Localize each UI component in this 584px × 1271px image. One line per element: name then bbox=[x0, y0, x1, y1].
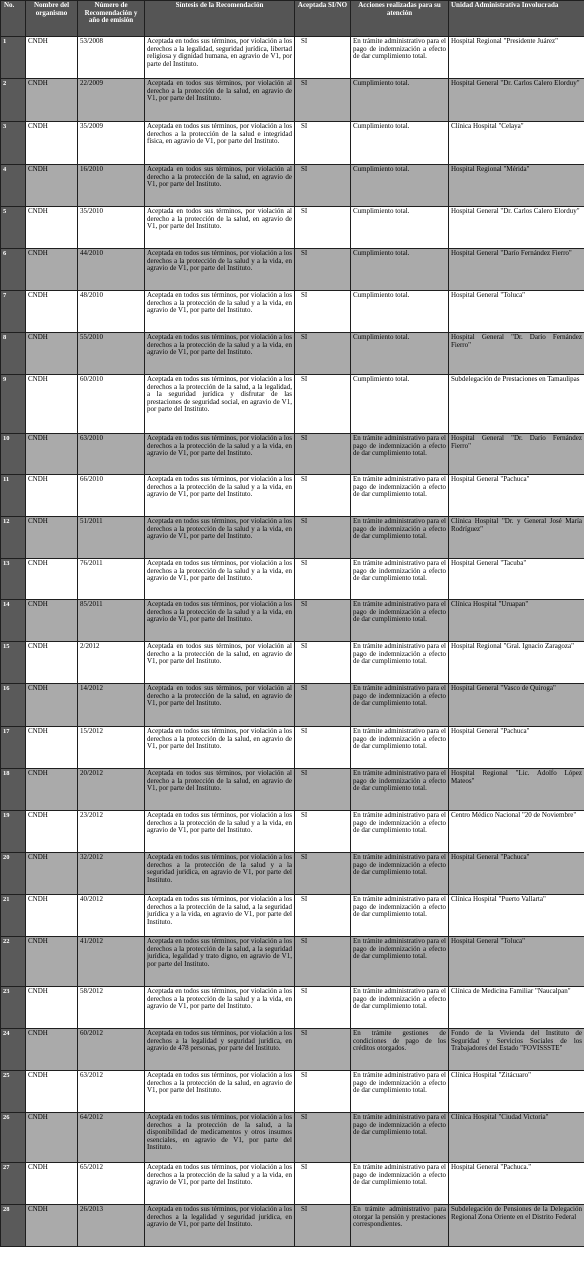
organism-cell: CNDH bbox=[26, 37, 78, 79]
unit-cell: Hospital Regional "Mérida" bbox=[449, 165, 584, 207]
summary-cell: Aceptada en todos sus términos, por violación a los derechos a la protección de la salud y a la vida, en agravio de V1, por parte del Instituto. bbox=[145, 333, 295, 375]
table-row bbox=[1, 375, 584, 434]
accepted-cell: SI bbox=[295, 853, 351, 895]
summary-cell: Aceptada en todos sus términos, por violación a los derechos a la protección de la salud y a la vida, en agravio de V1, por parte del Instituto. bbox=[145, 291, 295, 333]
accepted-cell: SI bbox=[295, 642, 351, 684]
organism-cell: CNDH bbox=[26, 811, 78, 853]
organism-cell: CNDH bbox=[26, 684, 78, 727]
row-number: 26 bbox=[1, 1113, 26, 1163]
table-row bbox=[1, 684, 584, 727]
accepted-cell: SI bbox=[295, 937, 351, 987]
table-row bbox=[1, 853, 584, 895]
actions-cell: En trámite administrativo para el pago de indemnización a efecto de dar cumplimiento total. bbox=[351, 987, 449, 1029]
accepted-cell: SI bbox=[295, 165, 351, 207]
summary-cell: Aceptada en todos sus términos, por violación a los derechos a la protección de la salud, a la legalidad, a la seguridad jurídica y disfrutar de las prestaciones de seguridad social, en agravio de V1, por parte del Instituto. bbox=[145, 375, 295, 434]
actions-cell: En trámite gestiones de condiciones de pago de los créditos otorgados. bbox=[351, 1029, 449, 1071]
unit-cell: Centro Médico Nacional "20 de Noviembre" bbox=[449, 811, 584, 853]
table-row bbox=[1, 600, 584, 642]
accepted-cell: SI bbox=[295, 987, 351, 1029]
row-number: 12 bbox=[1, 517, 26, 559]
summary-cell: Aceptada en todos sus términos, por violación a los derechos a la protección de la salud y a la vida, en agravio de V1, por parte del Instituto. bbox=[145, 987, 295, 1029]
row-number: 8 bbox=[1, 333, 26, 375]
unit-cell: Clínica de Medicina Familiar "Naucalpan" bbox=[449, 987, 584, 1029]
accepted-cell: SI bbox=[295, 207, 351, 249]
row-number: 9 bbox=[1, 375, 26, 434]
recommendation-number-cell: 35/2010 bbox=[78, 207, 145, 249]
actions-cell: En trámite administrativo para el pago de indemnización a efecto de dar cumplimiento total. bbox=[351, 811, 449, 853]
actions-cell: En trámite administrativo para el pago de indemnización a efecto de dar cumplimiento total. bbox=[351, 475, 449, 517]
summary-cell: Aceptada en todos sus términos, por violación al derecho a la protección de la salud, en agravio de V1, por parte del Instituto. bbox=[145, 165, 295, 207]
unit-cell: Fondo de la Vivienda del Instituto de Seguridad y Servicios Sociales de los Trabajadores del Estado "FOVISSSTE" bbox=[449, 1029, 584, 1071]
table-row bbox=[1, 642, 584, 684]
table-row bbox=[1, 1205, 584, 1247]
table-row bbox=[1, 895, 584, 937]
actions-cell: En trámite administrativo para el pago de indemnización a efecto de dar cumplimiento total. bbox=[351, 769, 449, 811]
recommendation-number-cell: 23/2012 bbox=[78, 811, 145, 853]
accepted-cell: SI bbox=[295, 1163, 351, 1205]
organism-cell: CNDH bbox=[26, 987, 78, 1029]
table-row bbox=[1, 249, 584, 291]
row-number: 13 bbox=[1, 559, 26, 600]
unit-cell: Subdelegación de Prestaciones en Tamaulipas bbox=[449, 375, 584, 434]
actions-cell: Cumplimiento total. bbox=[351, 122, 449, 165]
unit-cell: Hospital General "Darío Fernández Fierro" bbox=[449, 249, 584, 291]
summary-cell: Aceptada en todos sus términos, por violación al derecho a la protección de la salud, en agravio de V1, por parte del Instituto. bbox=[145, 207, 295, 249]
summary-cell: Aceptada en todos sus términos, por violación a los derechos a la protección de la salud y a la vida, en agravio de V1, por parte del Instituto. bbox=[145, 517, 295, 559]
summary-cell: Aceptada en todos sus términos, por violación a los derechos a la protección de la salud, a la seguridad jurídica, legalidad y trato digno, en agravio de V1, por parte del Instituto. bbox=[145, 937, 295, 987]
summary-cell: Aceptada en todos sus términos, por violación a los derechos a la protección de la salud y a la vida, en agravio de V1, por parte del Instituto. bbox=[145, 600, 295, 642]
row-number: 21 bbox=[1, 895, 26, 937]
accepted-cell: SI bbox=[295, 249, 351, 291]
row-number: 19 bbox=[1, 811, 26, 853]
accepted-cell: SI bbox=[295, 559, 351, 600]
organism-cell: CNDH bbox=[26, 600, 78, 642]
unit-cell: Hospital General "Pachuca" bbox=[449, 475, 584, 517]
summary-cell: Aceptada en todos sus términos, por violación al derecho a la protección de la salud, en agravio de V1, por parte del Instituto. bbox=[145, 642, 295, 684]
row-number: 3 bbox=[1, 122, 26, 165]
row-number: 16 bbox=[1, 684, 26, 727]
summary-cell: Aceptada en todos sus términos, por violación a los derechos a la protección de la salud, en agravio de V1, por parte del Instituto. bbox=[145, 1071, 295, 1113]
row-number: 24 bbox=[1, 1029, 26, 1071]
header-no: No. bbox=[1, 1, 26, 37]
organism-cell: CNDH bbox=[26, 122, 78, 165]
organism-cell: CNDH bbox=[26, 1113, 78, 1163]
accepted-cell: SI bbox=[295, 811, 351, 853]
table-row bbox=[1, 811, 584, 853]
unit-cell: Hospital General "Dr. Darío Fernández Fierro" bbox=[449, 333, 584, 375]
row-number: 28 bbox=[1, 1205, 26, 1247]
recommendation-number-cell: 40/2012 bbox=[78, 895, 145, 937]
recommendation-number-cell: 65/2012 bbox=[78, 1163, 145, 1205]
accepted-cell: SI bbox=[295, 375, 351, 434]
row-number: 25 bbox=[1, 1071, 26, 1113]
recommendation-number-cell: 76/2011 bbox=[78, 559, 145, 600]
recommendation-number-cell: 63/2012 bbox=[78, 1071, 145, 1113]
unit-cell: Clínica Hospital "Dr. y General José María Rodríguez" bbox=[449, 517, 584, 559]
row-number: 14 bbox=[1, 600, 26, 642]
table-row bbox=[1, 79, 584, 122]
actions-cell: En trámite administrativo para otorgar la pensión y prestaciones correspondientes. bbox=[351, 1205, 449, 1247]
row-number: 17 bbox=[1, 727, 26, 769]
accepted-cell: SI bbox=[295, 122, 351, 165]
actions-cell: Cumplimiento total. bbox=[351, 79, 449, 122]
recommendation-number-cell: 63/2010 bbox=[78, 434, 145, 475]
recommendation-number-cell: 64/2012 bbox=[78, 1113, 145, 1163]
actions-cell: En trámite administrativo para el pago de indemnización a efecto de dar cumplimiento total. bbox=[351, 684, 449, 727]
organism-cell: CNDH bbox=[26, 1205, 78, 1247]
recommendation-number-cell: 14/2012 bbox=[78, 684, 145, 727]
table-row bbox=[1, 165, 584, 207]
row-number: 22 bbox=[1, 937, 26, 987]
table-row bbox=[1, 1163, 584, 1205]
recommendation-number-cell: 55/2010 bbox=[78, 333, 145, 375]
row-number: 7 bbox=[1, 291, 26, 333]
recommendation-number-cell: 51/2011 bbox=[78, 517, 145, 559]
summary-cell: Aceptada en todos sus términos, por violación a los derechos a la protección de la salud y a la seguridad jurídica, en agravio de V1, por parte del Instituto. bbox=[145, 853, 295, 895]
summary-cell: Aceptada en todos sus términos, por violación a los derechos a la protección de la salud y a la vida, en agravio de V1, por parte del Instituto. bbox=[145, 434, 295, 475]
recommendation-number-cell: 60/2010 bbox=[78, 375, 145, 434]
summary-cell: Aceptada en todos sus términos, por violación a los derechos a la protección de la salud, en agravio de V1, por parte del Instituto. bbox=[145, 727, 295, 769]
table-row bbox=[1, 434, 584, 475]
table-row bbox=[1, 517, 584, 559]
organism-cell: CNDH bbox=[26, 769, 78, 811]
header-accepted: Aceptada SI/NO bbox=[295, 1, 351, 37]
actions-cell: En trámite administrativo para el pago de indemnización a efecto de dar cumplimiento total. bbox=[351, 1071, 449, 1113]
summary-cell: Aceptada en todos sus términos, por violación a los derechos a la protección de la salud e integridad física, en agravio de V1, por parte del Instituto. bbox=[145, 122, 295, 165]
table-row bbox=[1, 727, 584, 769]
unit-cell: Hospital General "Dr. Carlos Calero Elorduy" bbox=[449, 207, 584, 249]
summary-cell: Aceptada en todos sus términos, por violación al derecho a la protección de la salud, en agravio de V1, por parte del Instituto. bbox=[145, 79, 295, 122]
actions-cell: En trámite administrativo para el pago de indemnización a efecto de dar cumplimiento total. bbox=[351, 895, 449, 937]
recommendation-number-cell: 53/2008 bbox=[78, 37, 145, 79]
row-number: 10 bbox=[1, 434, 26, 475]
recommendation-number-cell: 60/2012 bbox=[78, 1029, 145, 1071]
summary-cell: Aceptada en todos sus términos, por violación a los derechos a la protección de la salud y a la vida, en agravio de V1, por parte del Instituto. bbox=[145, 811, 295, 853]
accepted-cell: SI bbox=[295, 895, 351, 937]
actions-cell: En trámite administrativo para el pago de indemnización a efecto de dar cumplimiento total. bbox=[351, 559, 449, 600]
accepted-cell: SI bbox=[295, 1029, 351, 1071]
unit-cell: Hospital General "Pachuca" bbox=[449, 727, 584, 769]
organism-cell: CNDH bbox=[26, 79, 78, 122]
summary-cell: Aceptada en todos sus términos, por violación a los derechos a la protección de la salud y a la vida, en agravio de V1, por parte del Instituto. bbox=[145, 1163, 295, 1205]
recommendation-number-cell: 35/2009 bbox=[78, 122, 145, 165]
unit-cell: Hospital Regional "Lic. Adolfo López Mateos" bbox=[449, 769, 584, 811]
row-number: 11 bbox=[1, 475, 26, 517]
organism-cell: CNDH bbox=[26, 937, 78, 987]
actions-cell: Cumplimiento total. bbox=[351, 165, 449, 207]
recommendation-number-cell: 41/2012 bbox=[78, 937, 145, 987]
actions-cell: En trámite administrativo para el pago de indemnización a efecto de dar cumplimiento total. bbox=[351, 642, 449, 684]
table-row bbox=[1, 559, 584, 600]
table-row bbox=[1, 1113, 584, 1163]
accepted-cell: SI bbox=[295, 684, 351, 727]
unit-cell: Clínica Hospital "Puerto Vallarta" bbox=[449, 895, 584, 937]
actions-cell: En trámite administrativo para el pago de indemnización a efecto de dar cumplimiento total. bbox=[351, 1163, 449, 1205]
unit-cell: Hospital Regional "Presidente Juárez" bbox=[449, 37, 584, 79]
accepted-cell: SI bbox=[295, 1205, 351, 1247]
unit-cell: Clínica Hospital "Zitácuaro" bbox=[449, 1071, 584, 1113]
accepted-cell: SI bbox=[295, 291, 351, 333]
unit-cell: Hospital General "Toluca" bbox=[449, 291, 584, 333]
unit-cell: Clínica Hospital "Ciudad Victoria" bbox=[449, 1113, 584, 1163]
recommendation-number-cell: 15/2012 bbox=[78, 727, 145, 769]
organism-cell: CNDH bbox=[26, 895, 78, 937]
organism-cell: CNDH bbox=[26, 1071, 78, 1113]
organism-cell: CNDH bbox=[26, 853, 78, 895]
organism-cell: CNDH bbox=[26, 1029, 78, 1071]
actions-cell: Cumplimiento total. bbox=[351, 207, 449, 249]
unit-cell: Hospital General "Toluca" bbox=[449, 937, 584, 987]
header-summary: Síntesis de la Recomendación bbox=[145, 1, 295, 37]
header-organism: Nombre del organismo bbox=[26, 1, 78, 37]
organism-cell: CNDH bbox=[26, 207, 78, 249]
table-row bbox=[1, 1029, 584, 1071]
row-number: 23 bbox=[1, 987, 26, 1029]
row-number: 4 bbox=[1, 165, 26, 207]
actions-cell: En trámite administrativo para el pago de indemnización a efecto de dar cumplimiento total. bbox=[351, 434, 449, 475]
actions-cell: Cumplimiento total. bbox=[351, 291, 449, 333]
actions-cell: En trámite administrativo para el pago de indemnización a efecto de dar cumplimiento total. bbox=[351, 517, 449, 559]
header-row bbox=[1, 1, 584, 37]
recommendation-number-cell: 66/2010 bbox=[78, 475, 145, 517]
unit-cell: Hospital General "Dr. Darío Fernández Fierro" bbox=[449, 434, 584, 475]
row-number: 1 bbox=[1, 37, 26, 79]
table-row bbox=[1, 291, 584, 333]
table-row bbox=[1, 769, 584, 811]
organism-cell: CNDH bbox=[26, 475, 78, 517]
accepted-cell: SI bbox=[295, 600, 351, 642]
row-number: 27 bbox=[1, 1163, 26, 1205]
summary-cell: Aceptada en todos sus términos, por violación al derecho a la protección de la salud, en agravio de V1, por parte del Instituto. bbox=[145, 684, 295, 727]
summary-cell: Aceptada en todos sus términos, por violación al derecho a la protección de la salud, en agravio de V1, por parte del Instituto. bbox=[145, 769, 295, 811]
accepted-cell: SI bbox=[295, 333, 351, 375]
table-row bbox=[1, 475, 584, 517]
recommendation-number-cell: 20/2012 bbox=[78, 769, 145, 811]
row-number: 20 bbox=[1, 853, 26, 895]
actions-cell: Cumplimiento total. bbox=[351, 249, 449, 291]
recommendation-number-cell: 85/2011 bbox=[78, 600, 145, 642]
accepted-cell: SI bbox=[295, 434, 351, 475]
actions-cell: En trámite administrativo para el pago de indemnización a efecto de dar cumplimiento total. bbox=[351, 727, 449, 769]
recommendation-number-cell: 32/2012 bbox=[78, 853, 145, 895]
actions-cell: En trámite administrativo para el pago de indemnización a efecto de dar cumplimiento total. bbox=[351, 853, 449, 895]
summary-cell: Aceptada en todos sus términos, por violación a los derechos a la legalidad y seguridad jurídica, en agravio de V1, por parte del Instituto. bbox=[145, 1205, 295, 1247]
unit-cell: Clínica Hospital "Uruapan" bbox=[449, 600, 584, 642]
accepted-cell: SI bbox=[295, 727, 351, 769]
row-number: 18 bbox=[1, 769, 26, 811]
row-number: 2 bbox=[1, 79, 26, 122]
unit-cell: Clínica Hospital "Celaya" bbox=[449, 122, 584, 165]
unit-cell: Hospital General "Vasco de Quiroga" bbox=[449, 684, 584, 727]
header-recommendation-number: Número de Recomendación y año de emisión bbox=[78, 1, 145, 37]
organism-cell: CNDH bbox=[26, 165, 78, 207]
header-actions: Acciones realizadas para su atención bbox=[351, 1, 449, 37]
organism-cell: CNDH bbox=[26, 249, 78, 291]
organism-cell: CNDH bbox=[26, 559, 78, 600]
organism-cell: CNDH bbox=[26, 727, 78, 769]
actions-cell: En trámite administrativo para el pago de indemnización a efecto de dar cumplimiento total. bbox=[351, 937, 449, 987]
table-row bbox=[1, 122, 584, 165]
organism-cell: CNDH bbox=[26, 375, 78, 434]
table-row bbox=[1, 333, 584, 375]
summary-cell: Aceptada en todos sus términos, por violación a los derechos a la protección de la salud y a la vida, en agravio de V1, por parte del Instituto. bbox=[145, 559, 295, 600]
accepted-cell: SI bbox=[295, 1113, 351, 1163]
actions-cell: Cumplimiento total. bbox=[351, 333, 449, 375]
summary-cell: Aceptada en todos sus términos, por violación a los derechos a la protección de la salud, a la seguridad jurídica y a la vida, en agravio de V1, por parte del Instituto. bbox=[145, 895, 295, 937]
unit-cell: Hospital General "Dr. Carlos Calero Elorduy" bbox=[449, 79, 584, 122]
row-number: 5 bbox=[1, 207, 26, 249]
accepted-cell: SI bbox=[295, 79, 351, 122]
organism-cell: CNDH bbox=[26, 642, 78, 684]
accepted-cell: SI bbox=[295, 1071, 351, 1113]
row-number: 15 bbox=[1, 642, 26, 684]
recommendation-number-cell: 26/2013 bbox=[78, 1205, 145, 1247]
summary-cell: Aceptada en todos sus términos, por violación a los derechos a la protección de la salud y a la vida, en agravio de V1, por parte del Instituto. bbox=[145, 249, 295, 291]
summary-cell: Aceptada en todos sus términos, por violación a los derechos a la protección de la salud y a la vida, en agravio de V1, por parte del Instituto. bbox=[145, 475, 295, 517]
unit-cell: Hospital General "Pachuca." bbox=[449, 1163, 584, 1205]
recommendation-number-cell: 22/2009 bbox=[78, 79, 145, 122]
organism-cell: CNDH bbox=[26, 434, 78, 475]
summary-cell: Aceptada en todos sus términos, por violación a los derechos a la protección de la salud, a la disponibilidad de medicamentos y otros insumos esenciales, en agravio de V1, por parte del Instituto. bbox=[145, 1113, 295, 1163]
recommendation-number-cell: 2/2012 bbox=[78, 642, 145, 684]
actions-cell: En trámite administrativo para el pago de indemnización a efecto de dar cumplimiento total. bbox=[351, 1113, 449, 1163]
recommendation-number-cell: 58/2012 bbox=[78, 987, 145, 1029]
summary-cell: Aceptada en todos sus términos, por violación a los derechos a la legalidad, seguridad jurídica, libertad religiosa y dignidad humana, en agravio de V1, por parte del Instituto. bbox=[145, 37, 295, 79]
table-row bbox=[1, 207, 584, 249]
table-row bbox=[1, 37, 584, 79]
accepted-cell: SI bbox=[295, 475, 351, 517]
table-row bbox=[1, 1071, 584, 1113]
table-row bbox=[1, 937, 584, 987]
accepted-cell: SI bbox=[295, 517, 351, 559]
unit-cell: Hospital General "Pachuca" bbox=[449, 853, 584, 895]
organism-cell: CNDH bbox=[26, 291, 78, 333]
summary-cell: Aceptada en todos sus términos, por violación a los derechos a la legalidad y seguridad jurídica, en agravio de 478 personas, por parte del Instituto. bbox=[145, 1029, 295, 1071]
actions-cell: En trámite administrativo para el pago de indemnización a efecto de dar cumplimiento total. bbox=[351, 37, 449, 79]
actions-cell: En trámite administrativo para el pago de indemnización a efecto de dar cumplimiento total. bbox=[351, 600, 449, 642]
row-number: 6 bbox=[1, 249, 26, 291]
unit-cell: Hospital Regional "Gral. Ignacio Zaragoza" bbox=[449, 642, 584, 684]
header-unit: Unidad Administrativa Involucrada bbox=[449, 1, 584, 37]
organism-cell: CNDH bbox=[26, 1163, 78, 1205]
unit-cell: Hospital General "Tacuba" bbox=[449, 559, 584, 600]
recommendation-number-cell: 44/2010 bbox=[78, 249, 145, 291]
recommendation-number-cell: 16/2010 bbox=[78, 165, 145, 207]
accepted-cell: SI bbox=[295, 769, 351, 811]
actions-cell: Cumplimiento total. bbox=[351, 375, 449, 434]
organism-cell: CNDH bbox=[26, 333, 78, 375]
organism-cell: CNDH bbox=[26, 517, 78, 559]
accepted-cell: SI bbox=[295, 37, 351, 79]
unit-cell: Subdelegación de Pensiones de la Delegación Regional Zona Oriente en el Distrito Federal bbox=[449, 1205, 584, 1247]
recommendation-number-cell: 48/2010 bbox=[78, 291, 145, 333]
table-row bbox=[1, 987, 584, 1029]
